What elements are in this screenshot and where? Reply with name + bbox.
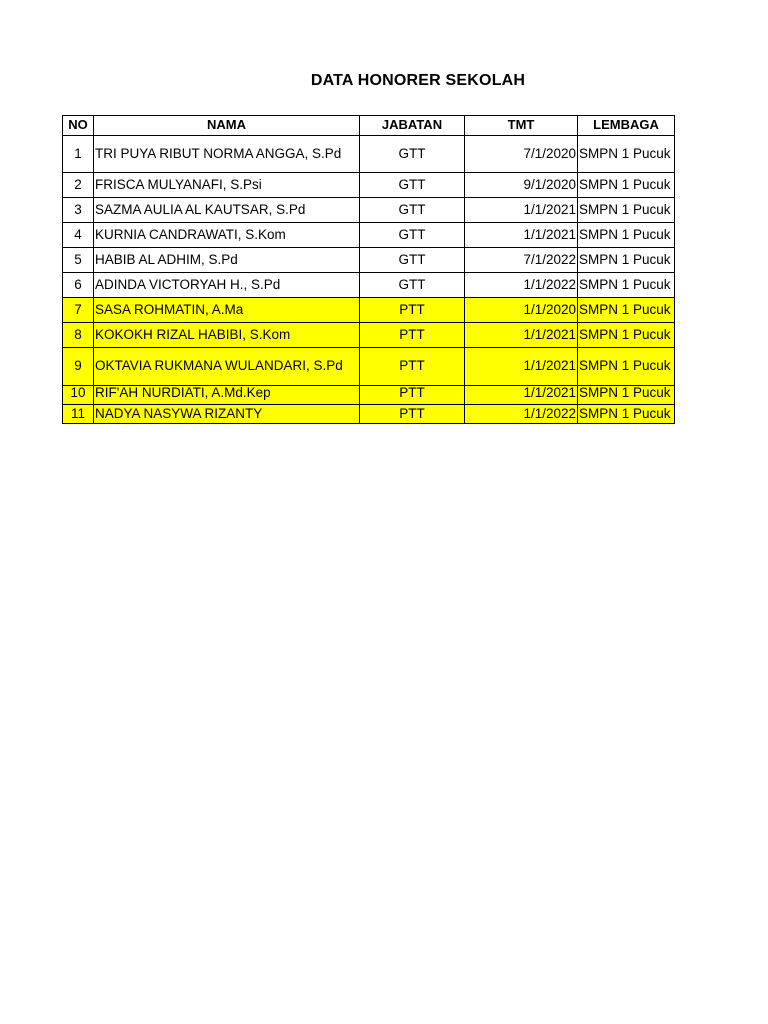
cell-nama: KOKOKH RIZAL HABIBI, S.Kom <box>94 323 360 348</box>
table-row <box>63 136 675 173</box>
cell-nama: TRI PUYA RIBUT NORMA ANGGA, S.Pd <box>94 136 360 173</box>
cell-tmt: 1/1/2020 <box>465 298 578 323</box>
cell-no: 4 <box>63 223 94 248</box>
column-header-jabatan: JABATAN <box>360 116 465 136</box>
table-row <box>63 223 675 248</box>
cell-tmt: 1/1/2021 <box>465 323 578 348</box>
table-row <box>63 348 675 386</box>
cell-jabatan: GTT <box>360 198 465 223</box>
cell-nama: KURNIA CANDRAWATI, S.Kom <box>94 223 360 248</box>
cell-no: 6 <box>63 273 94 298</box>
cell-no: 10 <box>63 386 94 405</box>
cell-tmt: 7/1/2022 <box>465 248 578 273</box>
cell-jabatan: GTT <box>360 273 465 298</box>
cell-jabatan: GTT <box>360 173 465 198</box>
cell-lembaga: SMPN 1 Pucuk <box>578 323 675 348</box>
column-header-lembaga: LEMBAGA <box>578 116 675 136</box>
cell-lembaga: SMPN 1 Pucuk <box>578 248 675 273</box>
cell-no: 7 <box>63 298 94 323</box>
cell-lembaga: SMPN 1 Pucuk <box>578 223 675 248</box>
table-row <box>63 405 675 424</box>
cell-tmt: 1/1/2021 <box>465 198 578 223</box>
cell-no: 5 <box>63 248 94 273</box>
honorer-table <box>62 115 675 424</box>
cell-nama: OKTAVIA RUKMANA WULANDARI, S.Pd <box>94 348 360 386</box>
cell-jabatan: PTT <box>360 323 465 348</box>
cell-jabatan: GTT <box>360 136 465 173</box>
cell-tmt: 1/1/2021 <box>465 348 578 386</box>
cell-lembaga: SMPN 1 Pucuk <box>578 173 675 198</box>
cell-no: 8 <box>63 323 94 348</box>
cell-nama: RIF'AH NURDIATI, A.Md.Kep <box>94 386 360 405</box>
cell-no: 11 <box>63 405 94 424</box>
cell-no: 9 <box>63 348 94 386</box>
table-row <box>63 198 675 223</box>
column-header-tmt: TMT <box>465 116 578 136</box>
cell-nama: HABIB AL ADHIM, S.Pd <box>94 248 360 273</box>
table-row <box>63 173 675 198</box>
page-title: DATA HONORER SEKOLAH <box>310 72 526 89</box>
cell-jabatan: PTT <box>360 405 465 424</box>
cell-jabatan: GTT <box>360 248 465 273</box>
cell-no: 1 <box>63 136 94 173</box>
cell-no: 2 <box>63 173 94 198</box>
cell-lembaga: SMPN 1 Pucuk <box>578 298 675 323</box>
cell-lembaga: SMPN 1 Pucuk <box>578 405 675 424</box>
table-row <box>63 273 675 298</box>
cell-lembaga: SMPN 1 Pucuk <box>578 348 675 386</box>
cell-nama: SASA ROHMATIN, A.Ma <box>94 298 360 323</box>
column-header-no: NO <box>63 116 94 136</box>
cell-jabatan: GTT <box>360 223 465 248</box>
cell-tmt: 1/1/2022 <box>465 405 578 424</box>
cell-tmt: 1/1/2022 <box>465 273 578 298</box>
cell-tmt: 1/1/2021 <box>465 386 578 405</box>
cell-lembaga: SMPN 1 Pucuk <box>578 273 675 298</box>
table-row <box>63 323 675 348</box>
cell-jabatan: PTT <box>360 298 465 323</box>
cell-tmt: 7/1/2020 <box>465 136 578 173</box>
cell-tmt: 9/1/2020 <box>465 173 578 198</box>
cell-nama: SAZMA AULIA AL KAUTSAR, S.Pd <box>94 198 360 223</box>
column-header-nama: NAMA <box>94 116 360 136</box>
cell-jabatan: PTT <box>360 348 465 386</box>
cell-jabatan: PTT <box>360 386 465 405</box>
cell-lembaga: SMPN 1 Pucuk <box>578 198 675 223</box>
cell-nama: FRISCA MULYANAFI, S.Psi <box>94 173 360 198</box>
cell-nama: ADINDA VICTORYAH H., S.Pd <box>94 273 360 298</box>
cell-nama: NADYA NASYWA RIZANTY <box>94 405 360 424</box>
cell-no: 3 <box>63 198 94 223</box>
table-row <box>63 298 675 323</box>
table-row <box>63 248 675 273</box>
cell-lembaga: SMPN 1 Pucuk <box>578 136 675 173</box>
table-header-row <box>63 116 675 136</box>
cell-lembaga: SMPN 1 Pucuk <box>578 386 675 405</box>
cell-tmt: 1/1/2021 <box>465 223 578 248</box>
table-row <box>63 386 675 405</box>
